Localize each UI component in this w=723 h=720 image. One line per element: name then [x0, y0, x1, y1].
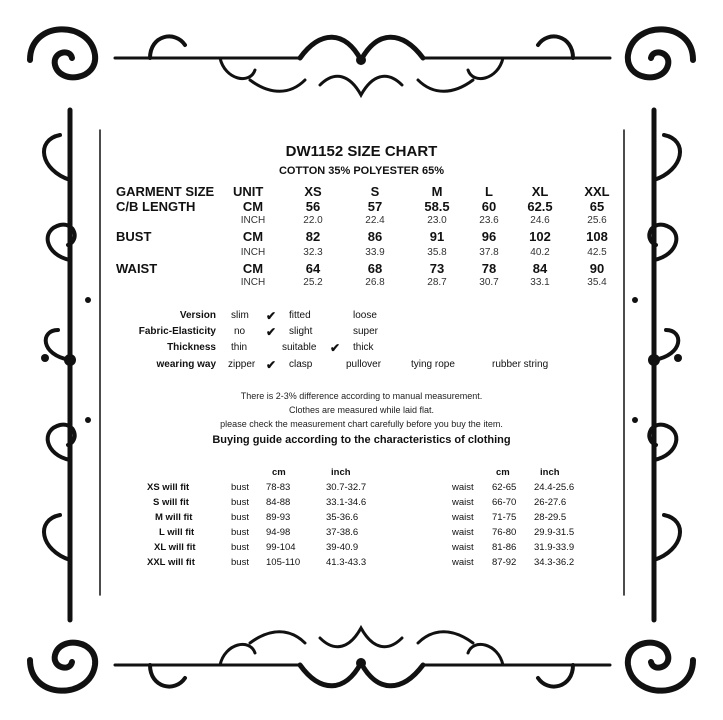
- guide-size: XXL will fit: [147, 557, 195, 568]
- guide-waist-cm: 76-80: [492, 527, 517, 538]
- table-cell: 24.6: [530, 215, 550, 226]
- guide-bust-inch: 39-40.9: [326, 542, 359, 553]
- guide-bust-label: bust: [231, 497, 249, 508]
- guide-waist-cm: 87-92: [492, 557, 517, 568]
- table-cell: 25.2: [303, 277, 323, 288]
- attr-option: slight: [289, 326, 313, 337]
- guide-waist-label: waist: [452, 527, 474, 538]
- guide-bust-label: bust: [231, 542, 249, 553]
- guide-waist-cm: 66-70: [492, 497, 517, 508]
- unit-inch: INCH: [240, 277, 266, 288]
- attr-label-wearing-way: wearing way: [156, 359, 216, 370]
- guide-bust-label: bust: [231, 482, 249, 493]
- size-header-m: M: [431, 184, 443, 199]
- guide-waist-inch: 24.4-25.6: [534, 482, 575, 493]
- check-icon: ✔: [266, 309, 277, 323]
- attr-option: super: [353, 326, 379, 337]
- attr-option: zipper: [228, 359, 256, 370]
- guide-waist-label: waist: [452, 497, 474, 508]
- row-label-cb-length: C/B LENGTH: [116, 199, 196, 214]
- attr-option: no: [234, 326, 246, 337]
- unit-label: UNIT: [233, 184, 264, 199]
- size-header-s: S: [370, 184, 380, 199]
- row-label-waist: WAIST: [116, 261, 158, 276]
- attr-option: loose: [353, 310, 377, 321]
- table-cell: 68: [367, 261, 383, 276]
- table-cell: 65: [589, 199, 605, 214]
- guide-size: S will fit: [153, 497, 189, 508]
- table-cell: 84: [532, 261, 548, 276]
- table-cell: 37.8: [479, 247, 499, 258]
- guide-bust-cm: 89-93: [266, 512, 291, 523]
- guide-waist-label: waist: [452, 512, 474, 523]
- guide-cm-header: cm: [496, 467, 510, 478]
- size-header-l: L: [485, 184, 493, 199]
- table-cell: 35.4: [587, 277, 607, 288]
- check-icon: ✔: [330, 341, 341, 355]
- guide-waist-inch: 31.9-33.9: [534, 542, 575, 553]
- page-title: DW1152 SIZE CHART: [285, 143, 438, 160]
- table-cell: 30.7: [479, 277, 499, 288]
- table-cell: 102: [529, 229, 551, 244]
- fabric-composition: COTTON 35% POLYESTER 65%: [278, 165, 445, 177]
- guide-waist-label: waist: [452, 542, 474, 553]
- table-cell: 28.7: [427, 277, 447, 288]
- unit-inch: INCH: [240, 215, 266, 226]
- guide-size: M will fit: [155, 512, 193, 523]
- guide-bust-label: bust: [231, 527, 249, 538]
- table-cell: 58.5: [424, 199, 450, 214]
- table-cell: 25.6: [587, 215, 607, 226]
- table-cell: 22.0: [303, 215, 323, 226]
- note-check-chart: please check the measurement chart carefully before you buy the item.: [220, 419, 503, 429]
- size-header-xxl: XXL: [584, 184, 610, 199]
- table-cell: 32.3: [303, 247, 323, 258]
- attr-option: tying rope: [411, 359, 455, 370]
- table-cell: 33.9: [365, 247, 385, 258]
- attr-label-version: Version: [179, 310, 216, 321]
- table-cell: 73: [429, 261, 445, 276]
- attr-option: pullover: [346, 359, 382, 370]
- check-icon: ✔: [266, 358, 277, 372]
- guide-waist-cm: 62-65: [492, 482, 517, 493]
- attr-option: clasp: [289, 359, 313, 370]
- row-label-bust: BUST: [116, 229, 152, 244]
- guide-size: XS will fit: [147, 482, 190, 493]
- guide-bust-cm: 94-98: [266, 527, 291, 538]
- table-cell: 60: [481, 199, 497, 214]
- guide-bust-inch: 37-38.6: [326, 527, 359, 538]
- table-cell: 86: [367, 229, 383, 244]
- garment-size-label: GARMENT SIZE: [116, 184, 215, 199]
- guide-waist-inch: 28-29.5: [534, 512, 567, 523]
- table-cell: 62.5: [527, 199, 553, 214]
- attr-option: slim: [231, 310, 249, 321]
- guide-bust-cm: 78-83: [266, 482, 291, 493]
- attr-label-thickness: Thickness: [167, 342, 216, 353]
- attr-option: thin: [231, 342, 248, 353]
- unit-inch: INCH: [240, 247, 266, 258]
- buying-guide-title: Buying guide according to the characteristics of clothing: [212, 434, 511, 446]
- guide-inch-header: inch: [331, 467, 351, 478]
- size-header-xl: XL: [531, 184, 549, 199]
- guide-waist-label: waist: [452, 557, 474, 568]
- table-cell: 56: [305, 199, 321, 214]
- guide-bust-cm: 99-104: [266, 542, 296, 553]
- guide-bust-inch: 30.7-32.7: [326, 482, 367, 493]
- guide-bust-inch: 33.1-34.6: [326, 497, 367, 508]
- guide-bust-inch: 35-36.6: [326, 512, 359, 523]
- guide-bust-inch: 41.3-43.3: [326, 557, 367, 568]
- guide-size: XL will fit: [154, 542, 196, 553]
- guide-waist-label: waist: [452, 482, 474, 493]
- guide-cm-header: cm: [272, 467, 286, 478]
- table-cell: 33.1: [530, 277, 550, 288]
- guide-waist-inch: 26-27.6: [534, 497, 567, 508]
- table-cell: 96: [481, 229, 497, 244]
- guide-waist-inch: 34.3-36.2: [534, 557, 575, 568]
- table-cell: 23.0: [427, 215, 447, 226]
- attr-option: thick: [353, 342, 374, 353]
- table-cell: 64: [305, 261, 321, 276]
- guide-inch-header: inch: [540, 467, 560, 478]
- attr-option: fitted: [289, 310, 311, 321]
- size-header-xs: XS: [304, 184, 322, 199]
- check-icon: ✔: [266, 325, 277, 339]
- table-cell: 42.5: [587, 247, 607, 258]
- table-cell: 82: [305, 229, 321, 244]
- guide-bust-label: bust: [231, 557, 249, 568]
- attr-label-fabric-elasticity: Fabric-Elasticity: [138, 326, 216, 337]
- table-cell: 23.6: [479, 215, 499, 226]
- unit-cm: CM: [242, 261, 264, 276]
- attr-option: rubber string: [492, 359, 549, 370]
- note-measurement-diff: There is 2-3% difference according to manual measurement.: [240, 391, 483, 401]
- table-cell: 40.2: [530, 247, 550, 258]
- guide-bust-label: bust: [231, 512, 249, 523]
- guide-waist-cm: 71-75: [492, 512, 517, 523]
- guide-waist-cm: 81-86: [492, 542, 517, 553]
- attr-option: suitable: [282, 342, 317, 353]
- table-cell: 78: [481, 261, 497, 276]
- table-cell: 22.4: [365, 215, 385, 226]
- table-cell: 57: [367, 199, 383, 214]
- guide-size: L will fit: [159, 527, 195, 538]
- guide-waist-inch: 29.9-31.5: [534, 527, 575, 538]
- table-cell: 90: [589, 261, 605, 276]
- table-cell: 91: [429, 229, 445, 244]
- table-cell: 26.8: [365, 277, 385, 288]
- guide-bust-cm: 105-110: [266, 557, 301, 568]
- guide-bust-cm: 84-88: [266, 497, 291, 508]
- table-cell: 35.8: [427, 247, 447, 258]
- note-laid-flat: Clothes are measured while laid flat.: [288, 405, 435, 415]
- table-cell: 108: [586, 229, 608, 244]
- unit-cm: CM: [242, 199, 264, 214]
- unit-cm: CM: [242, 229, 264, 244]
